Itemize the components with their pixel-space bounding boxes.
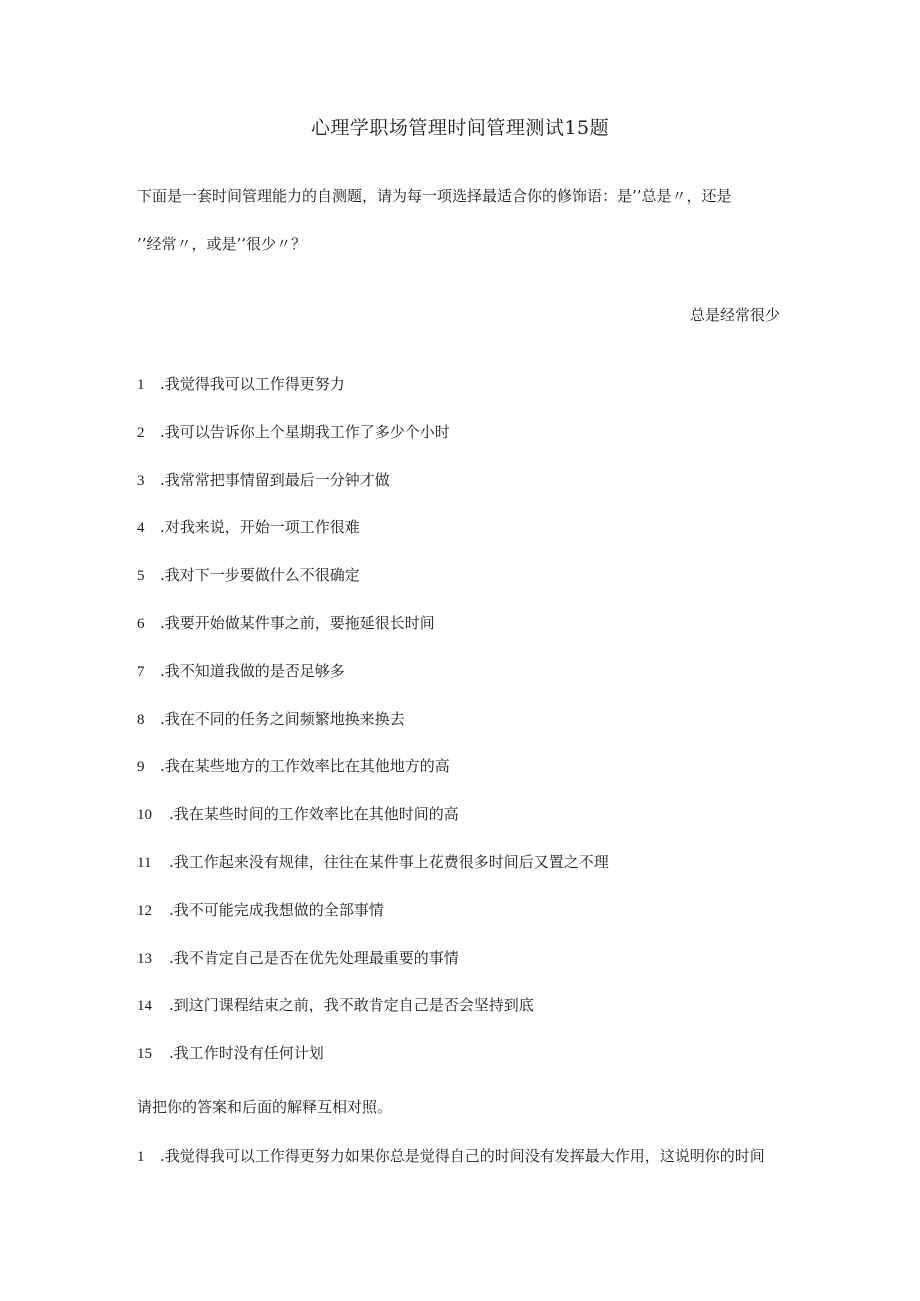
question-item [137, 709, 787, 757]
question-number: 1 [137, 377, 145, 393]
question-item [137, 565, 787, 613]
question-number: 11 [137, 854, 152, 871]
question-text: .我在某些地方的工作效率比在其他地方的高 [160, 757, 450, 776]
question-number: 14 [137, 998, 152, 1015]
question-item [137, 470, 787, 518]
answer-explanation-1 [137, 1145, 765, 1166]
question-text: .对我来说，开始一项工作很难 [160, 518, 360, 537]
question-item [137, 852, 787, 900]
document-title: 心理学职场管理时间管理测试15题 [310, 117, 610, 139]
question-text: .我工作起来没有规律，往往在某件事上花费很多时间后又置之不理 [169, 852, 609, 871]
question-item [137, 374, 787, 422]
question-item [137, 948, 787, 996]
question-text: .我在不同的任务之间频繁地换来换去 [160, 709, 405, 728]
question-text: .我觉得我可以工作得更努力 [160, 375, 345, 393]
question-item [137, 1043, 787, 1091]
intro-line-1: 下面是一套时间管理能力的自测题，请为每一项选择最适合你的修饰语：是’’总是〃，还是 [137, 187, 732, 205]
question-item [137, 517, 787, 565]
question-number: 7 [137, 663, 145, 680]
question-number: 10 [137, 807, 152, 824]
answer-text: .我觉得我可以工作得更努力如果你总是觉得自己的时间没有发挥最大作用，这说明你的时间 [160, 1147, 765, 1165]
question-text: .我不知道我做的是否足够多 [160, 661, 345, 680]
question-number: 3 [137, 472, 145, 489]
question-number: 9 [137, 759, 145, 776]
question-number: 4 [137, 520, 145, 537]
question-number: 15 [137, 1046, 152, 1063]
question-number: 12 [137, 902, 152, 919]
question-text: .我不肯定自己是否在优先处理最重要的事情 [169, 948, 459, 967]
question-number: 5 [137, 568, 145, 585]
question-number: 6 [137, 615, 145, 632]
question-item [137, 422, 787, 470]
question-text: .我要开始做某件事之前，要拖延很长时间 [160, 613, 435, 632]
question-text: .我不可能完成我想做的全部事情 [169, 900, 384, 919]
question-item [137, 661, 787, 709]
question-number: 13 [137, 950, 152, 967]
question-text: .我工作时没有任何计划 [169, 1044, 324, 1063]
question-item [137, 756, 787, 804]
answer-number: 1 [137, 1149, 145, 1165]
question-item [137, 995, 787, 1043]
footer-note: 请把你的答案和后面的解释互相对照。 [137, 1098, 393, 1116]
answer-columns-header: 总是经常很少 [689, 306, 780, 324]
question-text: .我对下一步要做什么不很确定 [160, 566, 360, 585]
question-item [137, 804, 787, 852]
question-item [137, 613, 787, 661]
question-text: .我在某些时间的工作效率比在其他时间的高 [169, 805, 459, 824]
question-text: .我常常把事情留到最后一分钟才做 [160, 470, 390, 489]
question-text: .到这门课程结束之前，我不敢肯定自己是否会坚持到底 [169, 996, 534, 1015]
question-number: 2 [137, 424, 145, 441]
question-item [137, 900, 787, 948]
question-text: .我可以告诉你上个星期我工作了多少个小时 [160, 422, 450, 441]
question-list [137, 374, 787, 1091]
intro-line-2: ’’经常〃，或是’’很少〃？ [137, 235, 307, 253]
question-number: 8 [137, 711, 145, 728]
